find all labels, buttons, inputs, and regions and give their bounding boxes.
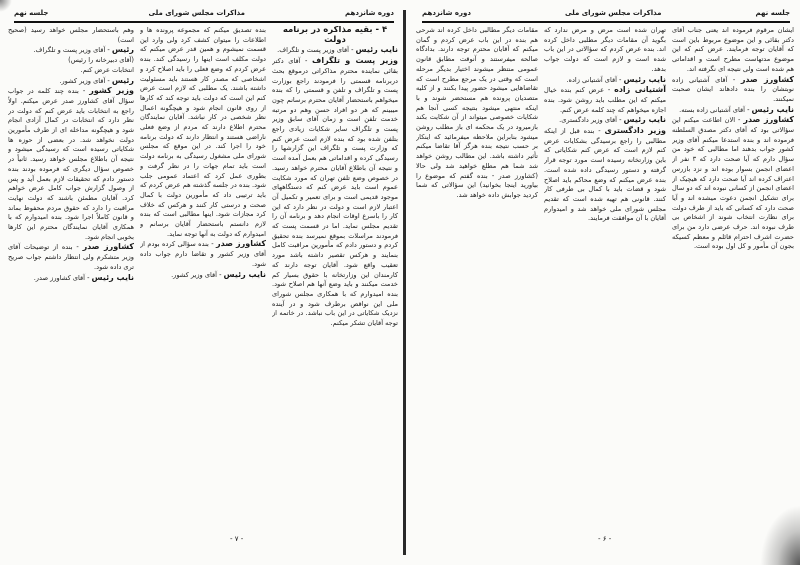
speech-text: - عرض کنم بنده خیال میکنم که این مطلب باید روشن شود. بنده اجازه میخواهم که چند کلمه عرض کنم. — [544, 86, 666, 114]
paragraph — [416, 26, 538, 201]
speech-text: تهران شده است مرض و مرض ندارد که بگوید آن مقامات دیگر مطلبی داخل کرده اند. بنده عرض کردم که سؤالاتی در این باب شده است و لازم است که دولت جواب بدهد. — [544, 26, 666, 73]
right-page — [408, 0, 800, 565]
text-column — [140, 26, 266, 523]
header-rule — [422, 21, 790, 23]
paragraph — [672, 26, 794, 75]
speech-text: وهم باستحضار مجلس خواهد رسید (صحیح است) — [8, 26, 134, 44]
header-rule — [14, 21, 394, 23]
term-label: دوره شانزدهم — [345, 9, 394, 17]
session-label: جلسه نهم — [14, 9, 49, 17]
section-heading: ۴ - بقیه مذاکره در برنامه دولت — [282, 26, 388, 45]
publication-title: مذاکرات مجلس شورای ملی — [565, 9, 662, 17]
page-header — [14, 6, 394, 20]
text-column — [8, 26, 134, 523]
paragraph — [8, 273, 134, 284]
paragraph — [544, 75, 666, 86]
speaker-name: وزیر دادگستری — [604, 126, 666, 136]
speaker-name: نایب رئیس — [751, 104, 794, 114]
speech-text: بنده تصدیق میکنم که مجموعه پرونده ها و اطلاعات را میتوان کشف کرد ولی وارد این قسمت نمیشوم و همین قدر عرض میکنم که دولت مکلف است اینها را رسیدگی کند. بنده عرض کردم که وضع فعلی را باید اصلاح کرد و اشخاصی که مصدر کار هستند باید مسئولیت داشته باشند. یک مطلبی که لازم است عرض کنم این است که دولت باید توجه کند که کارها از روی قانون انجام شود و هیچگونه اعمال نظر شخصی در کار نباشد. آقایان نمایندگان محترم اطلاع دارند که مردم از وضع فعلی ناراضی هستند و انتظار دارند که دولت برنامه خود را اجرا کند. در این موقع که مجلس شورای ملی مشغول رسیدگی به برنامه دولت است باید تمام جهات را در نظر گرفت و بطوری عمل کرد که اعتماد عمومی جلب شود. بنده در جلسه گذشته هم عرض کردم که باید ترتیبی داد که مأمورین دولت با کمال صحت و درستی کار کنند و هرکس که خلاف کرد مجازات شود. اینها مطالبی است که بنده لازم دانستم باستحضار آقایان برسانم و امیدوارم که دولت به آنها توجه نماید. — [140, 26, 266, 238]
speaker-name: کشاورز صدر — [216, 239, 266, 249]
speech-text: (آقای دبیرخانه را رئیس) — [68, 56, 134, 65]
speech-text: - آقای وزیر کشور. — [171, 270, 224, 279]
paragraph — [672, 115, 794, 252]
paragraph — [8, 242, 134, 272]
speaker-name: رئیس — [111, 45, 134, 55]
text-columns — [416, 26, 794, 523]
speech-text: - آقای وزیر پست و تلگراف. — [277, 46, 356, 55]
speech-text: - آقای آشتیانی زاده نوبتشان را بنده دادهاند ایشان صحبت نمیکنند. — [672, 75, 794, 103]
text-column — [416, 26, 538, 523]
speech-text: - بنده چند کلمه در جواب سؤال آقای کشاورز صدر عرض میکنم. اولاً راجع به انتخابات باید عرض کنم که دولت در نظر دارد که انتخابات در کمال آزادی انجام شود و هیچگونه مداخله ای از طرف مأمورین دولت نخواهد شد. در بعضی از حوزه ها شکایاتی رسیده است که رسیدگی میشود و نتیجه آن باطلاع مجلس خواهد رسید. ثانیاً در خصوص سؤال دیگری که فرموده بودند بنده دستور دادم که تحقیقات لازم بعمل آید و پس از وصول گزارش جواب کامل عرض خواهم کرد. آقایان مطمئن باشند که دولت نهایت مراقبت را دارد که حقوق مردم محفوظ بماند و قانون کاملاً اجرا شود. بنده امیدوارم که با همکاری آقایان نمایندگان محترم این کارها بخوبی انجام شود. — [8, 87, 134, 241]
paragraph — [140, 270, 266, 281]
speaker-name: نایب رئیس — [623, 115, 666, 125]
speaker-name: آشتیانی زاده — [614, 85, 666, 95]
paragraph — [8, 86, 134, 242]
paragraph — [8, 56, 134, 66]
paragraph — [672, 105, 794, 116]
speaker-name: وزیر کشور — [89, 86, 134, 96]
paragraph — [544, 115, 666, 126]
paragraph — [140, 239, 266, 269]
page-number: - ۶ - — [598, 535, 612, 543]
speaker-name: وزیر پست و تلگراف — [312, 56, 398, 66]
paragraph — [672, 75, 794, 105]
speech-text: - آقای وزیر دادگستری. — [559, 116, 624, 125]
speech-text: - آقای آشتیانی زاده بسته. — [679, 105, 752, 114]
speaker-name: نایب رئیس — [623, 74, 666, 84]
speech-text: - آقای وزیر کشور. — [59, 76, 112, 85]
page-number: - ۷ - — [230, 535, 244, 543]
speech-text: - الان اطاعت میکنم این سؤالاتی بود که آقای دکتر مصدق السلطنه فرموده اند و بنده استدعا میکنم آقای وزیر کشور جواب بدهند اما مطالبی که خود من سؤال دارم که آیا صحت دارد که ۳ نفر از اعضای انجمن بسوار بوده اند و نزد بازرس اعتراف کرده اند آیا صحت دارد که هیچیک از اعضای انجمن از کسانی نبوده اند که دو سال برای تشکیل انجمن دعوت میشده اند و آیا صحت دارد که کسانی که باید از طرف دولت برای نظارت انتخاب شوند از اشخاص بی طرف نبوده اند. حرف عرضی دارد من برای حضرت اشرف احترام قائلم و معظم کسیکه بجون آن مأمور و کل اول بوده است. — [672, 116, 794, 251]
paragraph — [8, 26, 134, 45]
paragraph — [544, 26, 666, 75]
page-header — [422, 6, 790, 20]
speaker-name: کشاورز صدر — [82, 242, 134, 252]
session-label: جلسه نهم — [755, 9, 790, 17]
paragraph — [8, 76, 134, 87]
speech-text: ایشان مرقوم فرموده اند یعنی جناب آقای دکتر بقائی و این موضوع مربوط باین است که آقایان توجه فرمایند. عرض کنم که این موضوع مدتهاست مطرح است و اقداماتی هم شده است ولی نتیجه ای نگرفته اند. — [672, 26, 794, 73]
paragraph — [8, 66, 134, 76]
speech-text: - آقای کشاورز صدر. — [33, 273, 92, 282]
scan-smudge — [0, 0, 12, 12]
text-column — [272, 26, 398, 523]
publication-title: مذاکرات مجلس شورای ملی — [148, 9, 245, 17]
speaker-name: نایب رئیس — [91, 272, 134, 282]
text-column — [544, 26, 666, 523]
speech-text: انتخابات عرض کنم. — [80, 65, 134, 74]
paragraph — [140, 26, 266, 239]
paragraph — [272, 45, 398, 56]
speech-text: - آقای آشتیانی زاده. — [566, 75, 624, 84]
speech-text: - بنده سؤالی کرده بودم از آقای وزیر کشور و تقاضا دارم جواب داده شود. — [140, 240, 266, 268]
speaker-name: کشاورز صدر — [743, 115, 794, 125]
speaker-name: نایب رئیس — [223, 269, 266, 279]
page-gutter — [403, 10, 406, 555]
speaker-name: کشاورز صدر — [740, 74, 794, 84]
term-label: دوره شانزدهم — [422, 9, 471, 17]
speech-text: مقامات دیگر مطالبی داخل کرده اند شرحی هم بنده در این باب عرض کردم و گمان میکنم که آقایان محترم توجه دارند. بدادگاه صالحه میفرستند و آنوقت مطابق قانون عمومی منتظر میشوند اختیار بدیگر مرحله است که وقتی در یک مرجع مطرح است که تقاضاهایی میشود حضور پیدا بکنند و از کلیه متصدیان پرونده هم مستحضر شوند و با اینکه منتهی میشود بنتیجه کسی آنجا هم شکایات خصوصی میتواند از آن شکایت بکند بازمیرود در یک محکمه ای باز مطلب روشن میشود بنابراین ملاحظه میفرمائید که اینکار بر حسب نتیجه بنده هرگز آقا تقاضا میکنم تأثیر داشته باشد. این مطالب روشن خواهد شد شما هم مطلع خواهید شد ولی حالا (کشاورز صدر - بنده گفتم که موضوع را بیاورید اینجا بخوانید) این سؤالاتی که شما کردید جوابش داده خواهد شد. — [416, 26, 538, 199]
paragraph — [8, 45, 134, 56]
paragraph — [544, 126, 666, 224]
text-column — [672, 26, 794, 523]
speech-text: - بنده از توضیحات آقای وزیر متشکرم ولی انتظار داشتم جواب صریح تری داده شود. — [8, 243, 134, 271]
speech-text: - آقای وزیر پست و تلگراف. — [33, 46, 112, 55]
speaker-name: رئیس — [111, 75, 134, 85]
text-columns — [8, 26, 398, 523]
paragraph — [272, 56, 398, 329]
speech-text: - بنده قبل از اینکه مطالبی را راجع برسیدگی بشکایات عرض کنم لازم است که عرض کنم شکایاتی که باین وزارتخانه رسیده است مورد توجه قرار گرفته و دستور رسیدگی داده شده است. بنده عرض میکنم که وضع محاکم باید اصلاح شود و قضات باید با کمال بی طرفی کار کنند. قانونی هم تهیه شده است که تقدیم مجلس شورای ملی خواهد شد و امیدوارم آقایان با آن موافقت فرمایند. — [544, 127, 666, 223]
paragraph — [544, 85, 666, 115]
speaker-name: نایب رئیس — [355, 45, 398, 55]
speech-text: - آقای دکتر بقائی نماینده محترم مذاکراتی درموقع بحث دربرنامه قسمتی را فرمودند راجع بوزارت پست و تلگراف و تلفن و قسمتی را که بنده میخواهم باستحضار آقایان محترم برسانم چون میبینم که هر دو افراد حسن وهم دو مرتبه خدمت تلفن است و زمان آقای سابق وزیر پست و تلگراف سایر شکایات زیادی راجع بتلفن شده بود که بنده لازم است عرض کنم که وزارت پست و تلگراف این گزارشها را رسیدگی کرده و اقداماتی هم بعمل آمده است و نتیجه آن باطلاع آقایان محترم خواهد رسید. در خصوص وضع تلفن تهران که مورد شکایت عموم است باید عرض کنم که دستگاههای موجود قدیمی است و برای تعمیر و تکمیل آن اعتبار لازم است و دولت در نظر دارد که این کار را باسرع اوقات انجام دهد و برنامه آن را تقدیم مجلس نماید. اما در قسمت پست که فرمودند مراسلات بموقع نمیرسد بنده تحقیق کردم و دستور دادم که مأمورین مراقبت کامل بنمایند و هرکس تقصیر داشته باشد مورد تعقیب واقع شود. آقایان توجه دارند که کارمندان این وزارتخانه با حقوق بسیار کم خدمت میکنند و باید وضع آنها هم اصلاح شود. بنده امیدوارم که با همکاری مجلس شورای ملی این نواقص برطرف شود و در آینده نزدیک شکایاتی در این باب نباشد. در خاتمه از توجه آقایان تشکر میکنم. — [272, 57, 398, 328]
